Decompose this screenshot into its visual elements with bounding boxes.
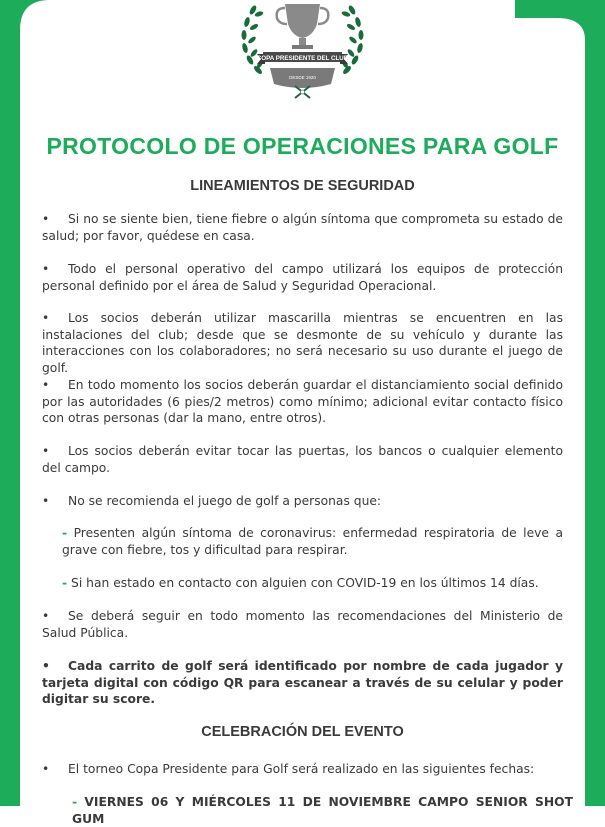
bullet-icon: • — [42, 494, 50, 508]
top-right-corner-decoration — [515, 0, 605, 70]
dash-icon: - — [62, 576, 68, 590]
section-heading-event: CELEBRACIÓN DEL EVENTO — [201, 724, 404, 740]
list-item — [42, 761, 563, 778]
bullet-icon: • — [42, 262, 50, 276]
list-item-text: Todo el personal operativo del campo utilizará los equipos de protección personal definido por el área de Salud y Seguridad Operacional. — [42, 262, 563, 293]
list-item-text: En todo momento los socios deberán guardar el distanciamiento social definido por las autoridades (6 pies/2 metros) como mínimo; adicional evitar contacto físico con otras personas (dar la mano, entre otros). — [42, 378, 563, 425]
trophy-laurel-icon — [235, 0, 370, 104]
list-item — [42, 608, 563, 641]
event-date-text: VIERNES 06 Y MIÉRCOLES 11 DE NOVIEMBRE CAMPO SENIOR SHOT GUM — [72, 795, 573, 826]
sub-list-item — [62, 525, 563, 558]
list-item — [42, 211, 563, 244]
top-left-corner-decoration — [0, 0, 90, 70]
bullet-icon: • — [42, 609, 50, 623]
list-item — [42, 310, 563, 376]
section-heading-safety: LINEAMIENTOS DE SEGURIDAD — [190, 178, 415, 194]
bullet-icon: • — [42, 378, 50, 392]
dash-icon: - — [72, 795, 78, 809]
list-item-text: No se recomienda el juego de golf a personas que: — [68, 494, 382, 508]
club-logo — [235, 0, 370, 104]
bullet-icon: • — [42, 212, 50, 226]
list-item-text: Cada carrito de golf será identificado por nombre de cada jugador y tarjeta digital con código QR para escanear a través de su celular y poder digitar su score. — [42, 659, 563, 706]
list-item — [42, 493, 563, 510]
list-item-text: Los socios deberán evitar tocar las puertas, los bancos o cualquier elemento del campo. — [42, 444, 563, 475]
list-item-text: Se deberá seguir en todo momento las recomendaciones del Ministerio de Salud Pública. — [42, 609, 563, 640]
list-item — [42, 443, 563, 476]
sub-list-item-text: Si han estado en contacto con alguien con COVID-19 en los últimos 14 días. — [71, 576, 539, 590]
left-border — [0, 0, 20, 806]
bullet-icon: • — [42, 762, 50, 776]
logo-since-text: DESDE 1920 — [289, 75, 316, 80]
list-item — [42, 377, 563, 427]
list-item — [42, 261, 563, 294]
sub-list-item — [62, 575, 563, 592]
event-date-line — [72, 794, 573, 827]
bullet-icon: • — [42, 311, 50, 325]
bullet-icon: • — [42, 659, 50, 673]
logo-banner-text: COPA PRESIDENTE DEL CLUB — [256, 54, 349, 62]
right-border — [585, 0, 605, 806]
sub-list-item-text: Presenten algún síntoma de coronavirus: enfermedad respiratoria de leve a grave con fiebre, tos y dificultad para respirar. — [62, 526, 563, 557]
list-item-text: Los socios deberán utilizar mascarilla mientras se encuentren en las instalaciones del club; desde que se desmonte de su vehículo y durante las interacciones con los colaboradores; no será necesario su uso durante el juego de golf. — [42, 311, 563, 375]
bullet-icon: • — [42, 444, 50, 458]
list-item-text: Si no se siente bien, tiene fiebre o algún síntoma que comprometa su estado de salud; por favor, quédese en casa. — [42, 212, 563, 243]
list-item-bold — [42, 658, 563, 708]
dash-icon: - — [62, 526, 68, 540]
document-title: PROTOCOLO DE OPERACIONES PARA GOLF — [46, 133, 559, 159]
list-item-text: El torneo Copa Presidente para Golf será realizado en las siguientes fechas: — [68, 762, 535, 776]
